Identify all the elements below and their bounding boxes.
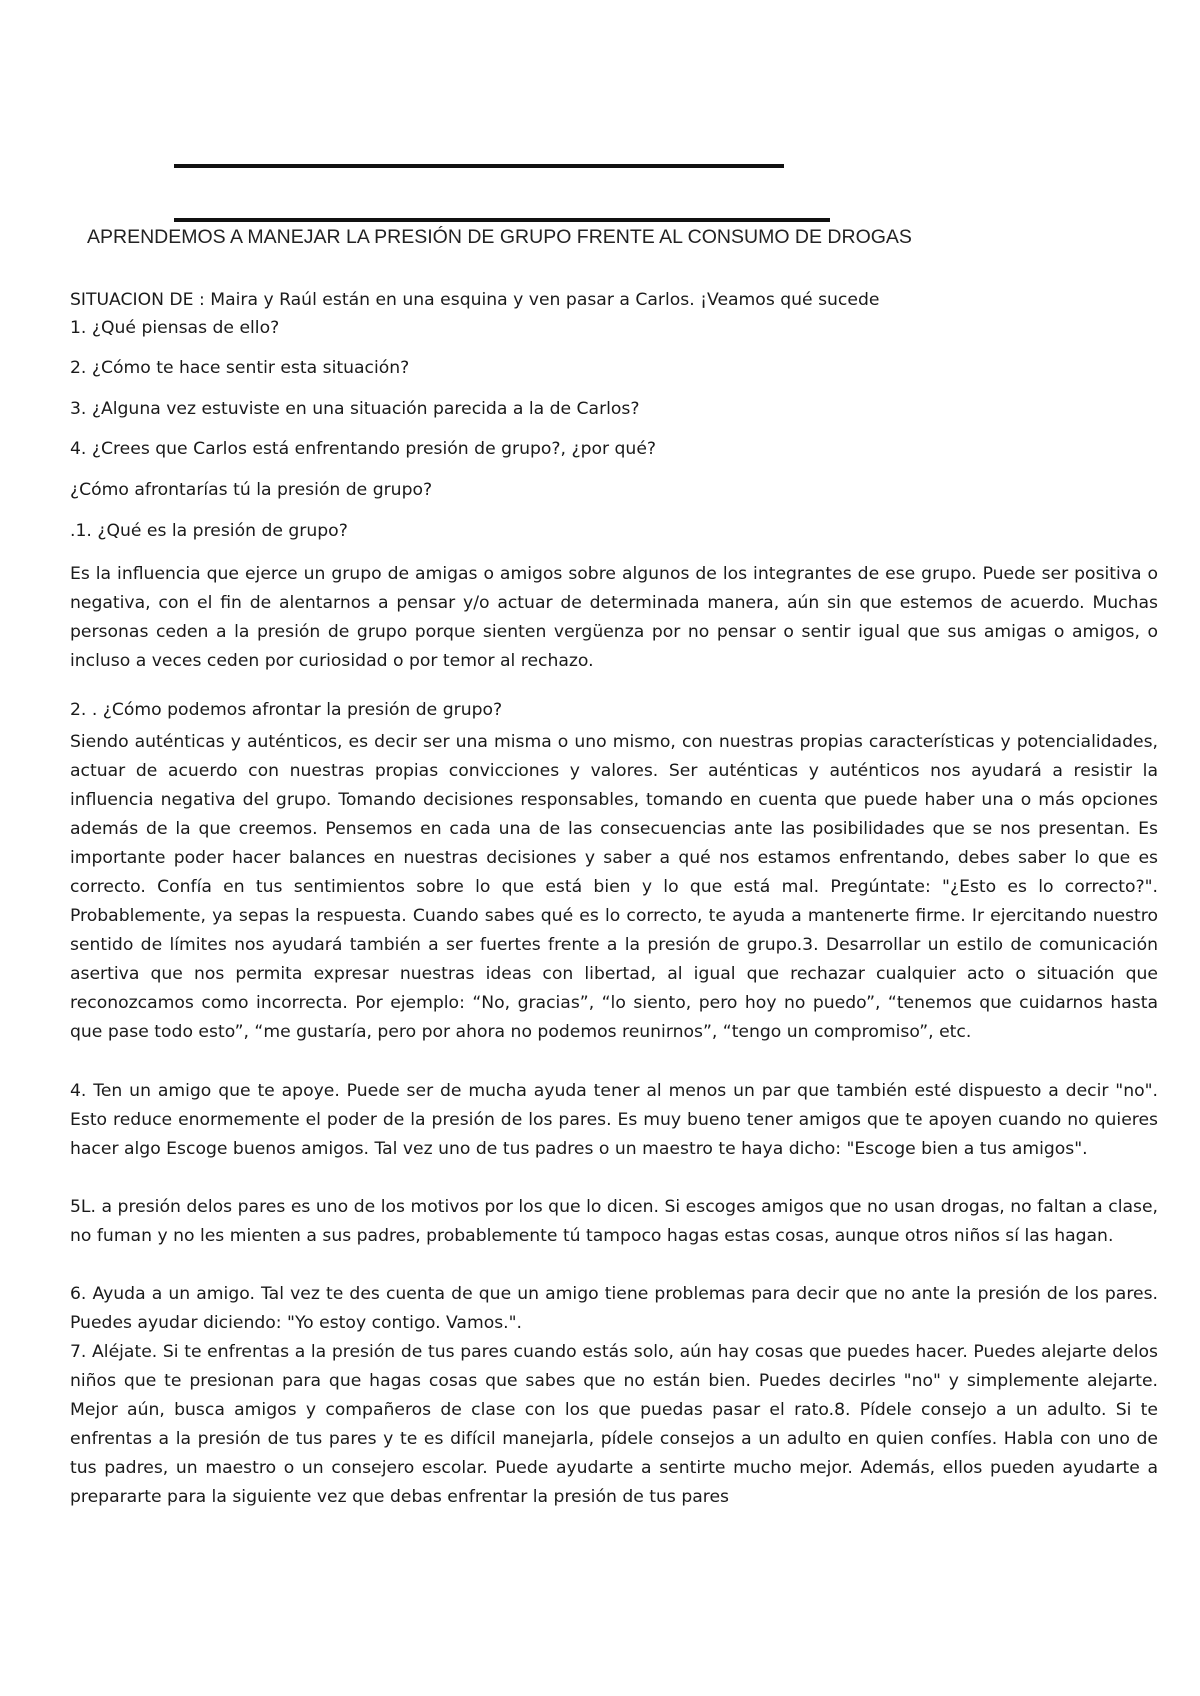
point-5: 5L. a presión delos pares es uno de los motivos por los que lo dicen. Si escoges amigos que no usan drogas, no faltan a clase, no fuman y no les mienten a sus padres, probablemente tú tampoco hagas estas cosas, aunque otros niños sí las hagan. (70, 1197, 1158, 1246)
question-5: ¿Cómo afrontarías tú la presión de grupo? (70, 480, 433, 500)
question-4: 4. ¿Crees que Carlos está enfrentando presión de grupo?, ¿por qué? (70, 439, 657, 459)
question-2: 2. ¿Cómo te hace sentir esta situación? (70, 358, 410, 378)
situation-line: SITUACION DE : Maira y Raúl están en una esquina y ven pasar a Carlos. ¡Veamos qué sucede (70, 290, 880, 310)
document-title: APRENDEMOS A MANEJAR LA PRESIÓN DE GRUPO FRENTE AL CONSUMO DE DROGAS (87, 226, 912, 248)
question-1: 1. ¿Qué piensas de ello? (70, 318, 280, 338)
section-1-answer: Es la influencia que ejerce un grupo de amigas o amigos sobre algunos de los integrantes de ese grupo. Puede ser positiva o negativa, con el fin de alentarnos a pensar y/o actuar de determinada manera, aún sin que estemos de acuerdo. Muchas personas ceden a la presión de grupo porque sienten vergüenza por no pensar o sentir igual que sus amigas o amigos, o incluso a veces ceden por curiosidad o por temor al rechazo. (70, 564, 1158, 671)
point-7: 7. Aléjate. Si te enfrentas a la presión de tus pares cuando estás solo, aún hay cosas que puedes hacer. Puedes alejarte delos niños que te presionan para que hagas cosas que sabes que no están bien. Puedes decirles "no" y simplemente alejarte. Mejor aún, busca amigos y compañeros de clase con los que puedas pasar el rato.8. Pídele consejo a un adulto. Si te enfrentas a la presión de tus pares y te es difícil manejarla, pídele consejos a un adulto en quien confíes. Habla con uno de tus padres, un maestro o un consejero escolar. Puede ayudarte a sentirte mucho mejor. Además, ellos pueden ayudarte a prepararte para la siguiente vez que debas enfrentar la presión de tus pares (70, 1342, 1158, 1507)
section-1-heading: .1. ¿Qué es la presión de grupo? (70, 521, 348, 541)
section-2-answer: Siendo auténticas y auténticos, es decir ser una misma o uno mismo, con nuestras propias características y potencialidades, actuar de acuerdo con nuestras propias convicciones y valores. Ser auténticas y auténticos nos ayudará a resistir la influencia negativa del grupo. Tomando decisiones responsables, tomando en cuenta que puede haber una o más opciones además de la que creemos. Pensemos en cada una de las consecuencias ante las posibilidades que se nos presentan. Es importante poder hacer balances en nuestras decisiones y saber a qué nos estamos enfrentando, debes saber lo que es correcto. Confía en tus sentimientos sobre lo que está bien y lo que está mal. Pregúntate: "¿Esto es lo correcto?". Probablemente, ya sepas la respuesta. Cuando sabes qué es lo correcto, te ayuda a mantenerte firme. Ir ejercitando nuestro sentido de límites nos ayudará también a ser fuertes frente a la presión de grupo.3. Desarrollar un estilo de comunicación asertiva que nos permita expresar nuestras ideas con libertad, al igual que rechazar cualquier acto o situación que reconozcamos como incorrecta. Por ejemplo: “No, gracias”, “lo siento, pero hoy no puedo”, “tenemos que cuidarnos hasta que pase todo esto”, “me gustaría, pero por ahora no podemos reunirnos”, “tengo un compromiso”, etc. (70, 732, 1158, 1042)
point-6: 6. Ayuda a un amigo. Tal vez te des cuenta de que un amigo tiene problemas para decir que no ante la presión de los pares. Puedes ayudar diciendo: "Yo estoy contigo. Vamos.". (70, 1284, 1158, 1333)
point-4: 4. Ten un amigo que te apoye. Puede ser de mucha ayuda tener al menos un par que también esté dispuesto a decir "no". Esto reduce enormemente el poder de la presión de los pares. Es muy bueno tener amigos que te apoyen cuando no quieres hacer algo Escoge buenos amigos. Tal vez uno de tus padres o un maestro te haya dicho: "Escoge bien a tus amigos". (70, 1081, 1158, 1159)
question-3: 3. ¿Alguna vez estuviste en una situación parecida a la de Carlos? (70, 399, 640, 419)
title-rule-line (174, 218, 830, 222)
section-2-heading: 2. . ¿Cómo podemos afrontar la presión de grupo? (70, 700, 503, 720)
top-rule-line (174, 164, 784, 168)
